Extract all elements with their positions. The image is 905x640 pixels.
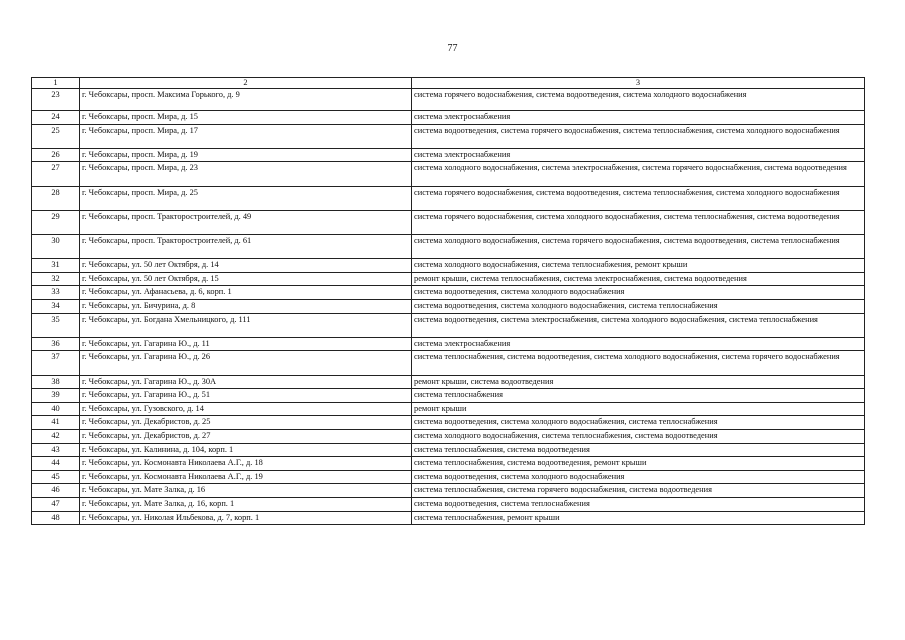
page-number: 77 [447,43,458,54]
table-body [32,88,865,525]
row-number: 37 [32,351,80,375]
row-number: 23 [32,88,80,111]
row-address: г. Чебоксары, просп. Максима Горького, д. 9 [80,88,412,111]
row-services: система водоотведения, система теплоснабжения [412,497,865,511]
row-address: г. Чебоксары, ул. 50 лет Октября, д. 14 [80,259,412,273]
row-services: система водоотведения, система холодного водоснабжения, система теплоснабжения [412,416,865,430]
row-address: г. Чебоксары, просп. Тракторостроителей, д. 61 [80,235,412,259]
row-services: система электроснабжения [412,148,865,162]
table-row [32,124,865,148]
row-number: 32 [32,272,80,286]
row-services: система холодного водоснабжения, система горячего водоснабжения, система водоотведения, система теплоснабжения [412,235,865,259]
row-number: 43 [32,443,80,457]
row-number: 30 [32,235,80,259]
table-row [32,470,865,484]
header-col-1: 1 [32,78,80,89]
table-row [32,351,865,375]
row-number: 46 [32,484,80,498]
row-address: г. Чебоксары, ул. Гагарина Ю., д. 30А [80,375,412,389]
row-address: г. Чебоксары, ул. Богдана Хмельницкого, д. 111 [80,313,412,337]
row-services: система холодного водоснабжения, система теплоснабжения, система водоотведения [412,429,865,443]
row-address: г. Чебоксары, ул. Мате Залка, д. 16, корп. 1 [80,497,412,511]
row-number: 45 [32,470,80,484]
table-row [32,389,865,403]
row-services: система теплоснабжения, ремонт крыши [412,511,865,525]
table-row [32,210,865,234]
table-row [32,497,865,511]
row-address: г. Чебоксары, просп. Мира, д. 17 [80,124,412,148]
row-number: 34 [32,300,80,314]
row-services: система теплоснабжения, система горячего водоснабжения, система водоотведения [412,484,865,498]
row-number: 40 [32,402,80,416]
header-col-2: 2 [80,78,412,89]
table-row [32,111,865,125]
row-services: система теплоснабжения [412,389,865,403]
row-address: г. Чебоксары, просп. Мира, д. 23 [80,162,412,186]
row-number: 47 [32,497,80,511]
row-number: 39 [32,389,80,403]
row-services: система водоотведения, система холодного водоснабжения [412,470,865,484]
row-number: 27 [32,162,80,186]
row-number: 24 [32,111,80,125]
table-row [32,300,865,314]
row-number: 36 [32,337,80,351]
table-row [32,313,865,337]
row-number: 41 [32,416,80,430]
row-number: 38 [32,375,80,389]
row-address: г. Чебоксары, ул. Бичурина, д. 8 [80,300,412,314]
table-row [32,162,865,186]
row-services: ремонт крыши, система теплоснабжения, система электроснабжения, система водоотведения [412,272,865,286]
row-address: г. Чебоксары, ул. Николая Ильбекова, д. 7, корп. 1 [80,511,412,525]
row-address: г. Чебоксары, ул. Гузовского, д. 14 [80,402,412,416]
table-row [32,429,865,443]
row-address: г. Чебоксары, ул. Космонавта Николаева А.Г., д. 19 [80,470,412,484]
row-services: система водоотведения, система электроснабжения, система холодного водоснабжения, система теплоснабжения [412,313,865,337]
row-services: ремонт крыши [412,402,865,416]
row-address: г. Чебоксары, просп. Мира, д. 15 [80,111,412,125]
header-col-3: 3 [412,78,865,89]
row-address: г. Чебоксары, ул. Космонавта Николаева А.Г., д. 18 [80,457,412,471]
row-number: 42 [32,429,80,443]
row-address: г. Чебоксары, ул. Декабристов, д. 25 [80,416,412,430]
row-services: система теплоснабжения, система водоотведения [412,443,865,457]
row-services: система электроснабжения [412,111,865,125]
row-address: г. Чебоксары, ул. Декабристов, д. 27 [80,429,412,443]
row-services: ремонт крыши, система водоотведения [412,375,865,389]
row-services: система горячего водоснабжения, система холодного водоснабжения, система теплоснабжения, система водоотведения [412,210,865,234]
table-row [32,186,865,210]
table-row [32,337,865,351]
table-row [32,402,865,416]
table-row [32,443,865,457]
row-services: система холодного водоснабжения, система электроснабжения, система горячего водоснабжения, система водоотведения [412,162,865,186]
row-address: г. Чебоксары, ул. Гагарина Ю., д. 26 [80,351,412,375]
table-row [32,484,865,498]
row-services: система водоотведения, система холодного водоснабжения [412,286,865,300]
table-header [32,78,865,89]
row-number: 48 [32,511,80,525]
row-number: 29 [32,210,80,234]
row-number: 28 [32,186,80,210]
row-address: г. Чебоксары, просп. Мира, д. 25 [80,186,412,210]
row-number: 33 [32,286,80,300]
row-address: г. Чебоксары, ул. Гагарина Ю., д. 51 [80,389,412,403]
row-number: 44 [32,457,80,471]
row-services: система холодного водоснабжения, система теплоснабжения, ремонт крыши [412,259,865,273]
register-table [31,77,865,525]
row-services: система теплоснабжения, система водоотведения, ремонт крыши [412,457,865,471]
row-address: г. Чебоксары, ул. Калинина, д. 104, корп. 1 [80,443,412,457]
row-services: система водоотведения, система горячего водоснабжения, система теплоснабжения, система холодного водоснабжения [412,124,865,148]
table-row [32,259,865,273]
table-row [32,235,865,259]
row-address: г. Чебоксары, ул. Афанасьева, д. 6, корп. 1 [80,286,412,300]
row-number: 25 [32,124,80,148]
row-number: 31 [32,259,80,273]
row-services: система водоотведения, система холодного водоснабжения, система теплоснабжения [412,300,865,314]
table-row [32,511,865,525]
row-number: 26 [32,148,80,162]
row-address: г. Чебоксары, ул. Мате Залка, д. 16 [80,484,412,498]
table-row [32,457,865,471]
table-row [32,286,865,300]
row-services: система теплоснабжения, система водоотведения, система холодного водоснабжения, система горячего водоснабжения [412,351,865,375]
row-number: 35 [32,313,80,337]
table-row [32,148,865,162]
table-row [32,272,865,286]
table-row [32,88,865,111]
row-address: г. Чебоксары, просп. Тракторостроителей, д. 49 [80,210,412,234]
row-address: г. Чебоксары, ул. Гагарина Ю., д. 11 [80,337,412,351]
table-row [32,416,865,430]
table-row [32,375,865,389]
row-services: система электроснабжения [412,337,865,351]
row-address: г. Чебоксары, просп. Мира, д. 19 [80,148,412,162]
row-services: система горячего водоснабжения, система водоотведения, система теплоснабжения, система холодного водоснабжения [412,186,865,210]
row-address: г. Чебоксары, ул. 50 лет Октября, д. 15 [80,272,412,286]
row-services: система горячего водоснабжения, система водоотведения, система холодного водоснабжения [412,88,865,111]
